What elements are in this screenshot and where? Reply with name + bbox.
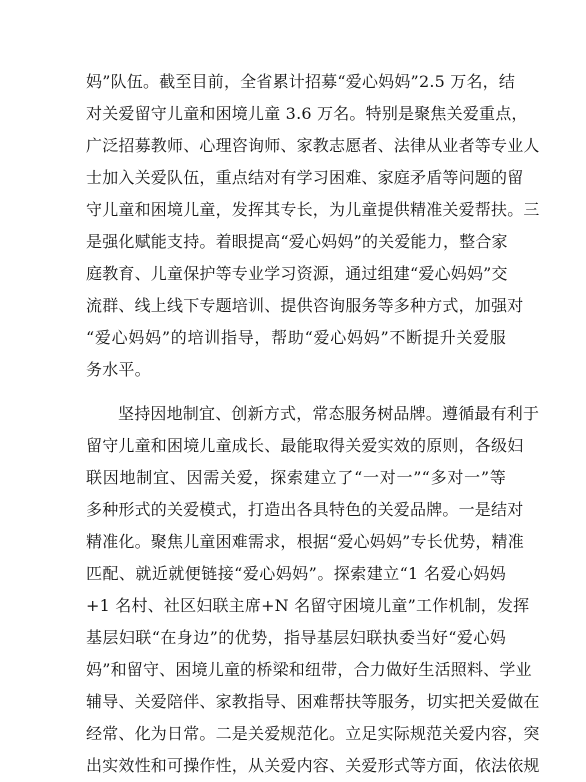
- text-line: 基层妇联“在身边”的优势，指导基层妇联执委当好“爱心妈: [86, 628, 506, 647]
- text-line: 出实效性和可操作性，从关爱内容、关爱形式等方面，依法依规: [86, 756, 540, 775]
- text-line: 广泛招募教师、心理咨询师、家教志愿者、法律从业者等专业人: [86, 136, 540, 155]
- text-line: 士加入关爱队伍，重点结对有学习困难、家庭矛盾等问题的留: [86, 168, 524, 187]
- text-line: 庭教育、儿童保护等专业学习资源，通过组建“爱心妈妈”交: [86, 264, 508, 283]
- text-line: 对关爱留守儿童和困境儿童 3.6 万名。特别是聚焦关爱重点，: [86, 104, 528, 123]
- paragraph: [86, 66, 540, 386]
- text-line: 妈”和留守、困境儿童的桥梁和纽带，合力做好生活照料、学业: [86, 660, 532, 679]
- text-line: “爱心妈妈”的培训指导，帮助“爱心妈妈”不断提升关爱服: [86, 328, 506, 347]
- document-body: [86, 66, 540, 782]
- text-line: 留守儿童和困境儿童成长、最能取得关爱实效的原则，各级妇: [86, 436, 524, 455]
- text-line: 辅导、关爱陪伴、家教指导、困难帮扶等服务，切实把关爱做在: [86, 692, 540, 711]
- text-line: 务水平。: [86, 360, 151, 379]
- text-line: 精准化。聚焦儿童困难需求，根据“爱心妈妈”专长优势，精准: [86, 532, 524, 551]
- text-line: 是强化赋能支持。着眼提高“爱心妈妈”的关爱能力，整合家: [86, 232, 508, 251]
- paragraph-gap: [86, 386, 506, 398]
- text-line: 坚持因地制宜、创新方式，常态服务树品牌。遵循最有利于: [118, 404, 540, 423]
- text-line: 联因地制宜、因需关爱，探索建立了“一对一”“多对一”等: [86, 468, 506, 487]
- paragraph: [86, 398, 540, 782]
- text-line: 多种形式的关爱模式，打造出各具特色的关爱品牌。一是结对: [86, 500, 524, 519]
- text-line: 妈”队伍。截至目前，全省累计招募“爱心妈妈”2.5 万名，结: [86, 72, 516, 91]
- text-line: 守儿童和困境儿童，发挥其专长，为儿童提供精准关爱帮扶。三: [86, 200, 540, 219]
- text-line: 流群、线上线下专题培训、提供咨询服务等多种方式，加强对: [86, 296, 524, 315]
- text-line: +1 名村、社区妇联主席+N 名留守困境儿童”工作机制，发挥: [86, 596, 530, 615]
- text-line: 匹配、就近就便链接“爱心妈妈”。探索建立“1 名爱心妈妈: [86, 564, 506, 583]
- text-line: 经常、化为日常。二是关爱规范化。立足实际规范关爱内容，突: [86, 724, 540, 743]
